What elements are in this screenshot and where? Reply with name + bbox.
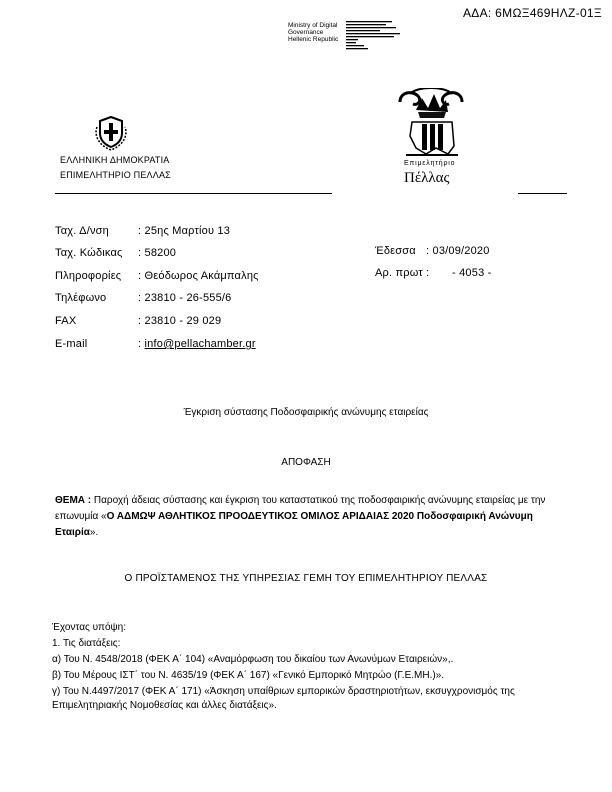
contact-value-email (138, 338, 256, 350)
org-line-chamber: ΕΠΙΜΕΛΗΤΗΡΙΟ ΠΕΛΛΑΣ (60, 170, 171, 180)
contact-value-info: : Θεόδωρος Ακάμπαλης (138, 270, 259, 282)
subject-text-end: ». (89, 527, 99, 538)
contact-value-phone: : 23810 - 26-555/6 (138, 292, 232, 304)
org-line-republic: ΕΛΛΗΝΙΚΗ ΔΗΜΟΚΡΑΤΙΑ (60, 155, 170, 165)
body-line: 1. Τις διατάξεις: (52, 638, 121, 649)
place-label: Έδεσσα (375, 245, 416, 257)
authority-heading: Ο ΠΡΟΪΣΤΑΜΕΝΟΣ ΤΗΣ ΥΠΗΡΕΣΙΑΣ ΓΕΜΗ ΤΟΥ ΕΠΙΜΕΛΗΤΗΡΙΟΥ ΠΕΛΛΑΣ (124, 573, 488, 584)
body-line: β) Του Μέρους ΙΣΤ΄ του Ν. 4635/19 (ΦΕΚ Α΄ 167) «Γενικό Εμπορικό Μητρώο (Γ.Ε.ΜΗ.)». (52, 670, 445, 681)
body-line: γ) Του Ν.4497/2017 (ΦΕΚ Α΄ 171) «Άσκηση υπαίθριων εμπορικών δραστηριοτήτων, εκσυγχρονισμός της (52, 686, 515, 697)
contact-value-fax: : 23810 - 29 029 (138, 315, 222, 327)
ada-code: ΑΔΑ: 6ΜΩΞ469ΗΛΖ-01Ξ (462, 6, 602, 20)
header-rule-left (55, 193, 332, 194)
protocol-label: Αρ. πρωτ : (375, 267, 430, 279)
digital-signature-details (346, 20, 402, 54)
digital-signature-text (288, 22, 338, 43)
body-line: Επιμελητηριακής Νομοθεσίας και άλλες διατάξεις». (52, 700, 277, 711)
signature-line: Hellenic Republic (288, 36, 339, 43)
contact-label-info: Πληροφορίες (55, 270, 122, 282)
contact-label-postcode: Ταχ. Κώδικας (55, 247, 123, 259)
greek-emblem-icon (94, 113, 128, 151)
contact-value-address: : 25ης Μαρτίου 13 (138, 225, 231, 237)
contact-label-fax: FAX (55, 315, 77, 327)
document-title: Έγκριση σύστασης Ποδοσφαιρικής ανώνυμης εταιρείας (183, 407, 429, 418)
document-date: : 03/09/2020 (426, 245, 490, 257)
chamber-logo-icon (396, 88, 466, 160)
subject-text: Παροχή άδειας σύστασης και έγκριση του καταστατικού της ποδοσφαιρικής ανώνυμης εταιρείας με την επωνυμία « (55, 495, 546, 522)
header-rule-right (518, 193, 567, 194)
email-link[interactable]: info@pellachamber.gr (144, 338, 256, 350)
decision-heading: ΑΠΟΦΑΣΗ (281, 457, 331, 468)
chamber-logo (396, 88, 466, 188)
subject-label: ΘΕΜΑ : (55, 495, 92, 506)
body-line: α) Του Ν. 4548/2018 (ΦΕΚ Α΄ 104) «Αναμόρφωση του δικαίου των Ανωνύμων Εταιρειών»,. (52, 654, 454, 665)
body-line: Έχοντας υπόψη: (52, 622, 126, 633)
contact-label-address: Ταχ. Δ/νση (55, 225, 109, 237)
contact-label-phone: Τηλέφωνο (55, 292, 107, 304)
contact-label-email: E-mail (55, 338, 88, 350)
contact-value-postcode: : 58200 (138, 247, 177, 259)
signature-line: Governance (288, 29, 324, 36)
chamber-logo-text-main: Πέλλας (404, 170, 450, 186)
signature-line: Ministry of Digital (288, 22, 338, 29)
chamber-logo-text-top: Επιμελητήριο (404, 160, 456, 167)
protocol-number: - 4053 - (452, 267, 492, 279)
email-prefix: : (138, 338, 145, 350)
subject-paragraph (55, 493, 555, 541)
subject-company-name: Ο ΑΔΜΩΨ ΑΘΛΗΤΙΚΟΣ ΠΡΟΟΔΕΥΤΙΚΟΣ ΟΜΙΛΟΣ ΑΡΙΔΑΙΑΣ 2020 Ποδοσφαιρική Ανώνυμη Εταιρία (55, 511, 533, 538)
